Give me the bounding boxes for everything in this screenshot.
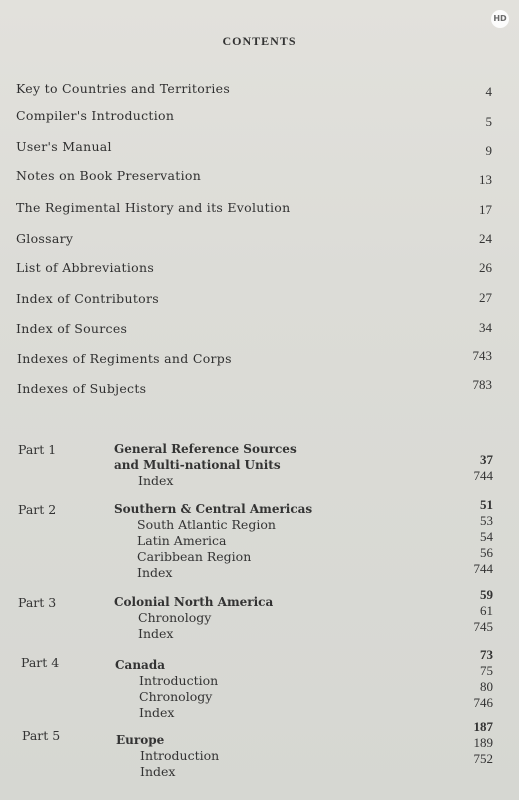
part-page-number: 187 xyxy=(473,719,493,734)
part-label: Part 2 xyxy=(18,502,57,517)
toc-entry-page: 24 xyxy=(479,231,492,246)
toc-entry-page: 783 xyxy=(472,377,492,392)
part-subentry: Introduction xyxy=(139,673,219,688)
part-lines xyxy=(115,657,218,721)
part-heading: Europe xyxy=(116,733,165,747)
toc-entry-label: User's Manual xyxy=(16,139,112,154)
toc-entry-label: Indexes of Regiments and Corps xyxy=(17,351,232,366)
toc-entry-label: The Regimental History and its Evolution xyxy=(16,200,291,215)
toc-entry-page: 13 xyxy=(479,172,492,187)
part-subentry: Chronology xyxy=(139,689,213,704)
part-page-number: 744 xyxy=(473,561,493,576)
part-subentry: Index xyxy=(138,473,174,488)
part-label: Part 3 xyxy=(18,595,57,610)
part-subentry: Index xyxy=(140,764,176,779)
page-title: CONTENTS xyxy=(222,34,297,48)
part-heading: Canada xyxy=(115,658,165,672)
toc-entry-page: 743 xyxy=(472,348,492,363)
toc-entry-label: List of Abbreviations xyxy=(16,260,155,275)
toc-entry-label: Index of Contributors xyxy=(16,291,159,306)
part-lines xyxy=(114,441,297,489)
toc-entry-page: 34 xyxy=(479,320,492,335)
part-heading: General Reference Sources xyxy=(114,442,297,456)
part-heading: Southern & Central Americas xyxy=(114,502,313,516)
part-pages xyxy=(474,587,494,635)
toc-entry-page: 4 xyxy=(485,84,492,99)
part-page-number: 80 xyxy=(480,679,493,694)
part-heading: and Multi-national Units xyxy=(114,458,281,472)
toc-entry-page: 27 xyxy=(479,290,492,305)
part-pages xyxy=(474,719,494,767)
toc-row xyxy=(0,260,519,280)
part-page-number: 73 xyxy=(480,647,493,662)
part-subentry: Latin America xyxy=(137,533,227,548)
toc-entry-label: Notes on Book Preservation xyxy=(16,168,202,183)
toc-entry-label: Key to Countries and Territories xyxy=(16,81,231,96)
toc-row xyxy=(0,377,519,401)
part-subentry: Index xyxy=(139,705,175,720)
toc-row xyxy=(0,78,519,98)
part-page-number: 37 xyxy=(480,452,493,467)
hd-badge-icon[interactable]: HD xyxy=(491,10,509,28)
part-page-number: 53 xyxy=(480,513,493,528)
part-page-number: 75 xyxy=(480,663,493,678)
toc-entry-label: Glossary xyxy=(16,231,74,246)
part-heading: Colonial North America xyxy=(114,595,274,609)
toc-entry-page: 5 xyxy=(485,114,492,129)
part-subentry: Index xyxy=(138,626,174,641)
part-subentry: Index xyxy=(137,565,173,580)
part-pages xyxy=(474,452,494,484)
toc-row xyxy=(0,200,519,220)
toc-row xyxy=(0,168,519,188)
part-pages xyxy=(474,647,494,711)
part-page-number: 744 xyxy=(473,468,493,483)
part-page-number: 56 xyxy=(480,545,493,560)
part-lines xyxy=(116,732,219,780)
part-page-number: 54 xyxy=(480,529,493,544)
part-page-number: 189 xyxy=(473,735,493,750)
toc-entry-label: Indexes of Subjects xyxy=(17,381,147,396)
part-lines xyxy=(114,501,312,581)
toc-row xyxy=(0,231,519,251)
toc-row xyxy=(0,291,519,311)
part-label: Part 1 xyxy=(18,442,57,457)
part-page-number: 59 xyxy=(480,587,493,602)
toc-entry-page: 9 xyxy=(485,143,492,158)
toc-entry-page: 26 xyxy=(479,260,492,275)
toc-row xyxy=(0,139,519,159)
part-label: Part 5 xyxy=(22,728,61,743)
part-pages xyxy=(474,497,494,577)
toc-entry-page: 17 xyxy=(479,202,492,217)
part-page-number: 61 xyxy=(480,603,493,618)
part-label: Part 4 xyxy=(21,655,60,670)
toc-entry-label: Compiler's Introduction xyxy=(16,108,175,123)
part-subentry: Introduction xyxy=(140,748,220,763)
part-subentry: Chronology xyxy=(138,610,212,625)
part-page-number: 51 xyxy=(480,497,493,512)
part-page-number: 745 xyxy=(473,619,493,634)
part-subentry: South Atlantic Region xyxy=(137,517,276,532)
toc-row xyxy=(0,321,519,341)
part-page-number: 746 xyxy=(473,695,493,710)
part-lines xyxy=(114,594,273,642)
part-page-number: 752 xyxy=(473,751,493,766)
toc-entry-label: Index of Sources xyxy=(16,321,128,336)
toc-row xyxy=(0,348,519,371)
toc-row xyxy=(0,108,519,128)
part-subentry: Caribbean Region xyxy=(137,549,252,564)
